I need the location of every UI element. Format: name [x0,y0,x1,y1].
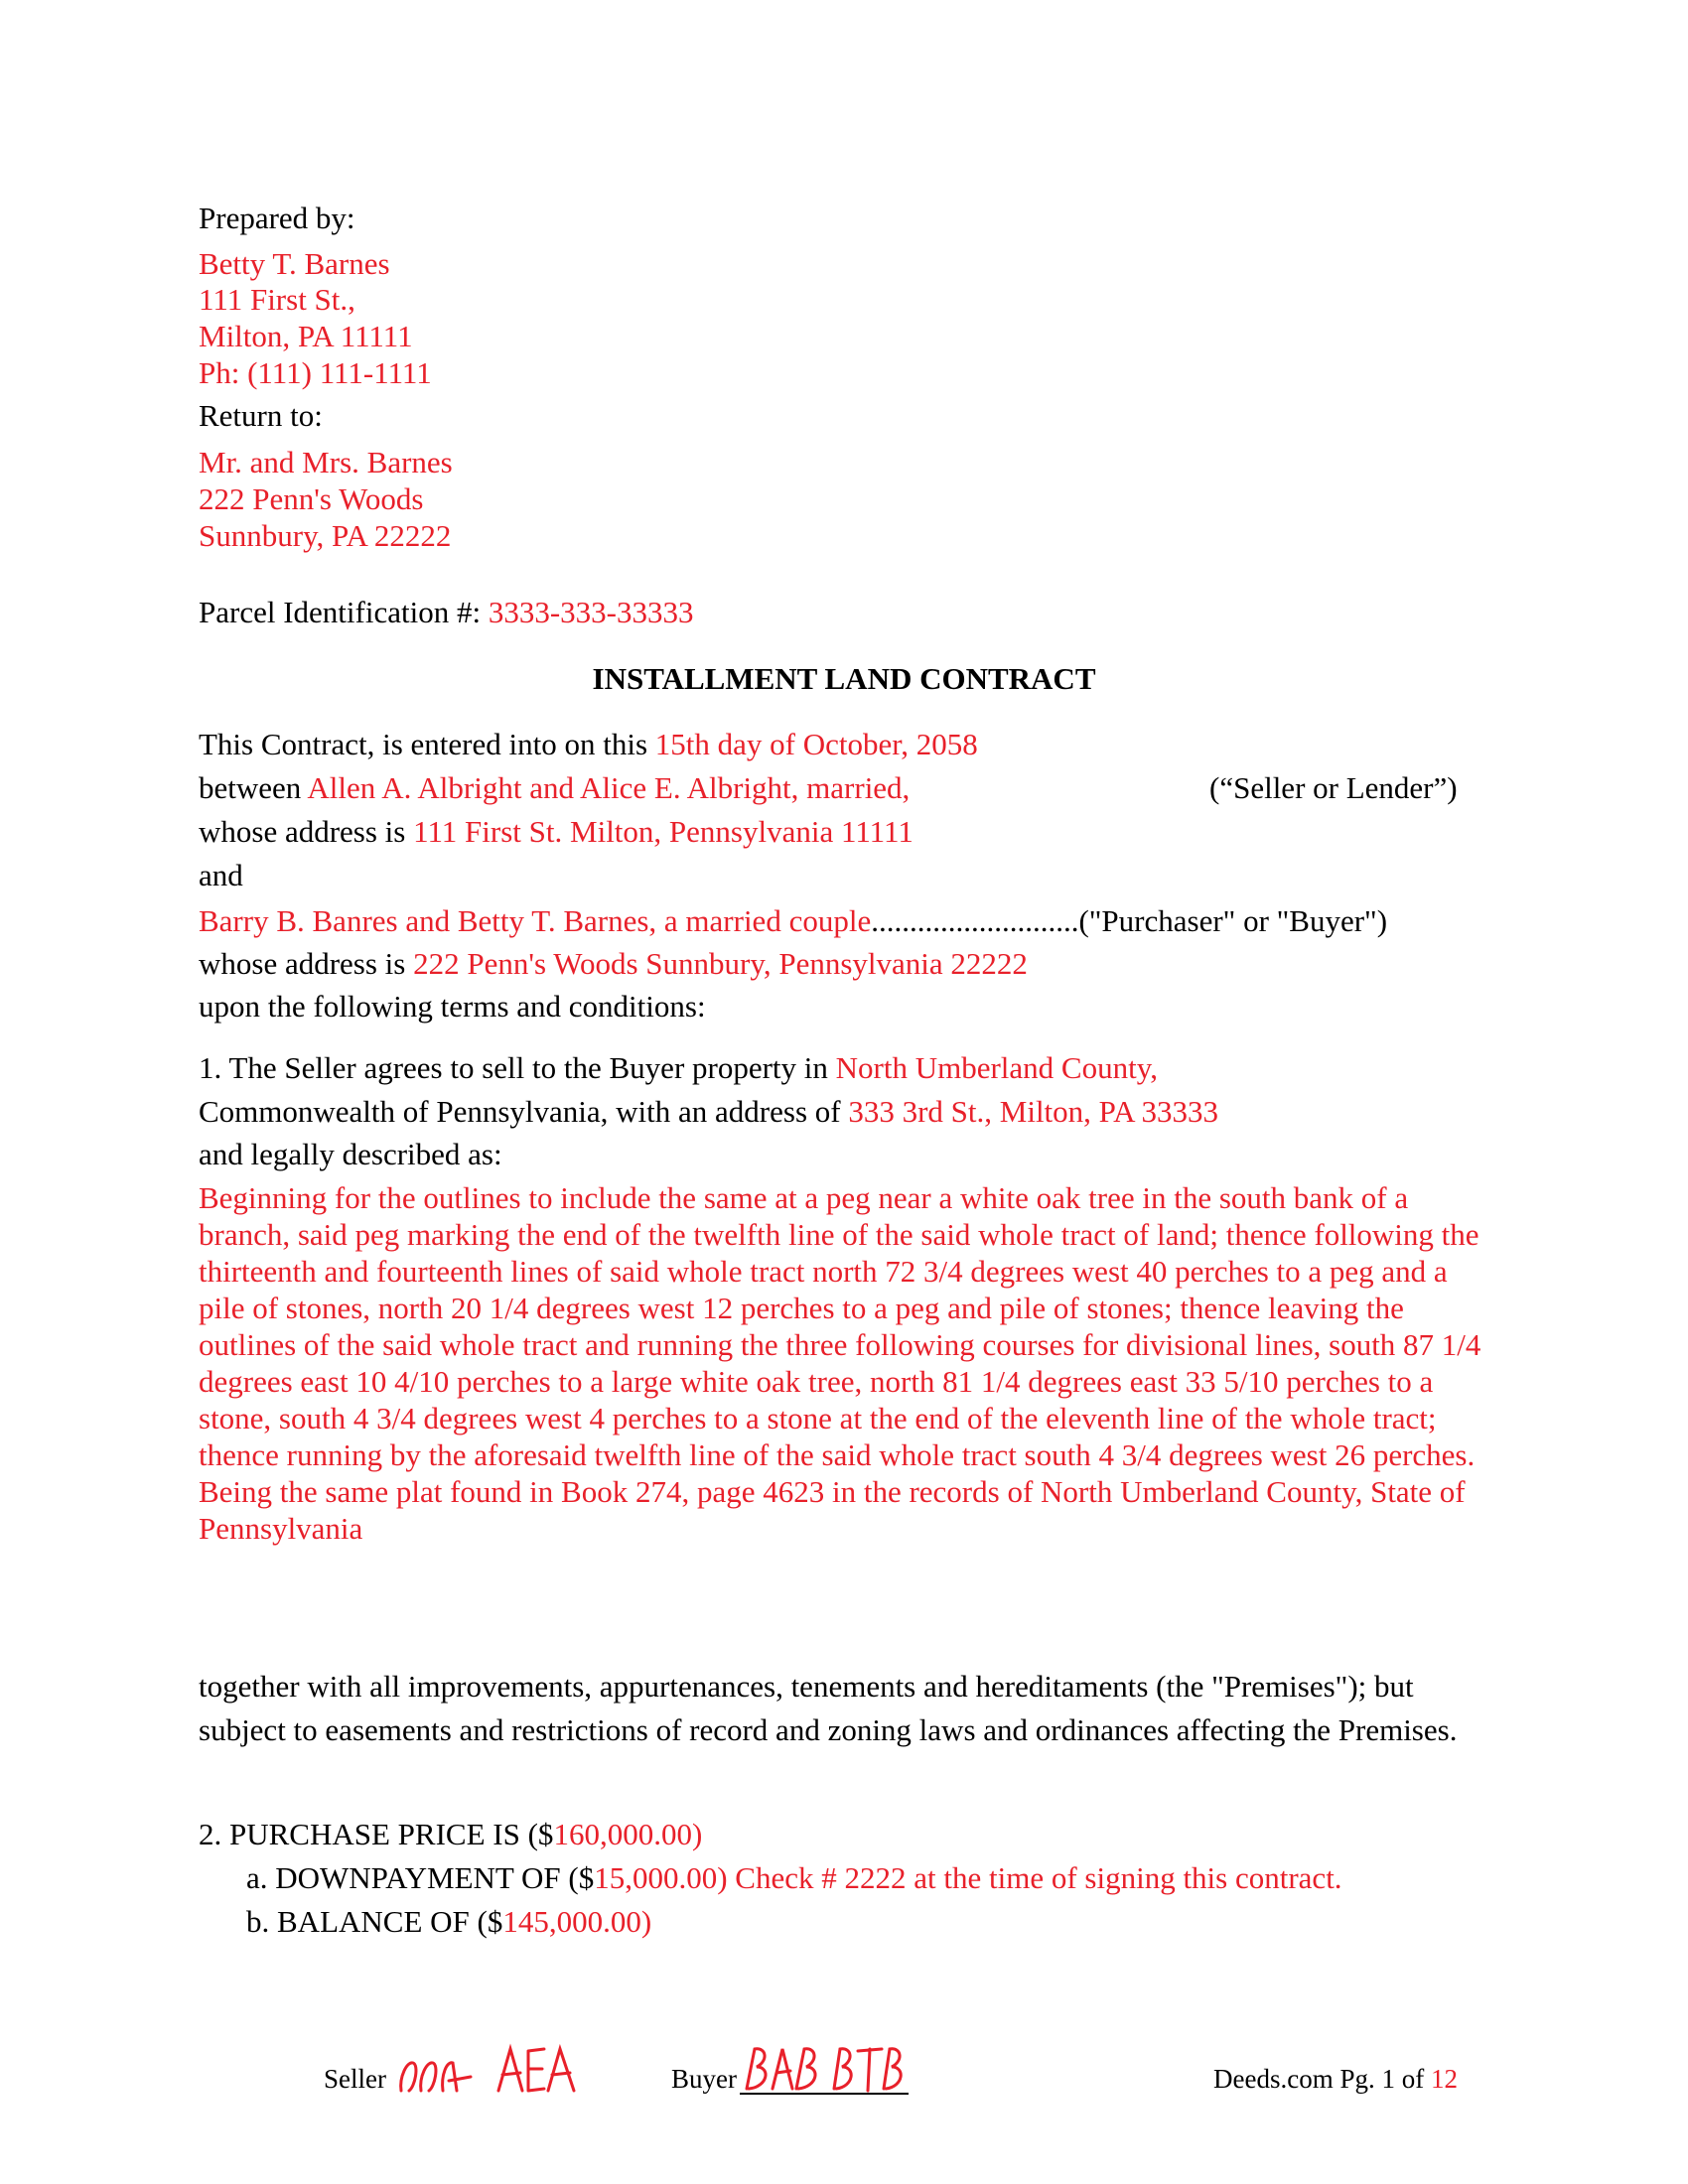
and-label: and [199,858,243,892]
balance-line [246,1904,651,1940]
section1-lead-line [199,1050,1158,1086]
property-address: 333 3rd St., Milton, PA 33333 [848,1094,1218,1129]
parcel-value: 3333-333-33333 [488,595,694,629]
buyer-address-label: whose address is [199,946,406,981]
buyer-role: ...........................("Purchaser" or "Buyer") [871,903,1388,938]
seller-names: Allen A. Albright and Alice E. Albright, married, [307,770,911,805]
return-name: Mr. and Mrs. Barnes [199,445,453,479]
between-label: between [199,770,302,805]
page-footer [1213,2063,1458,2095]
downpayment-label: a. DOWNPAYMENT OF ($ [246,1860,595,1895]
document-title: INSTALLMENT LAND CONTRACT [592,661,1096,696]
described-as-label: and legally described as: [199,1137,502,1171]
preparer-city: Milton, PA 11111 [199,319,413,353]
balance-label: b. BALANCE OF ($ [246,1904,503,1939]
seller-address: 111 First St. Milton, Pennsylvania 11111 [413,814,914,849]
preparer-name: Betty T. Barnes [199,246,390,281]
buyer-address-line [199,946,1028,982]
preparer-phone: Ph: (111) 111-1111 [199,355,432,390]
section1-lead: 1. The Seller agrees to sell to the Buyer property in [199,1050,828,1085]
return-to-label: Return to: [199,398,323,433]
seller-initials-1 [397,2047,477,2099]
buyer-footer-label: Buyer [671,2064,737,2094]
seller-line [199,770,910,806]
price-label: 2. PURCHASE PRICE IS ($ [199,1817,554,1851]
preparer-street: 111 First St., [199,282,355,317]
buyer-address: 222 Penn's Woods Sunnbury, Pennsylvania 22222 [413,946,1028,981]
parcel-label: Parcel Identification #: [199,595,482,629]
section1-address-line [199,1094,1218,1130]
seller-address-label: whose address is [199,814,406,849]
return-street: 222 Penn's Woods [199,481,424,516]
parcel-line [199,595,693,630]
legal-description: Beginning for the outlines to include the same at a peg near a white oak tree in the south bank of a branch, said peg marking the end of the twelfth line of the said whole tract of land; thence following the thirteenth and fourteenth lines of said whole tract north 72 3/4 degrees west 40 perches to a peg and a pile of stones, north 20 1/4 degrees west 12 perches to a peg and pile of stones; thence leaving the outlines of the said whole tract and running the three following courses for divisional lines, south 87 1/4 degrees east 10 4/10 perches to a large white oak tree, north 81 1/4 degrees east 33 5/10 perches to a stone, south 4 3/4 degrees west 4 perches to a stone at the end of the eleventh line of the whole tract; thence running by the aforesaid twelfth line of the said whole tract south 4 3/4 degrees west 26 perches. Being the same plat found in Book 274, page 4623 in the records of North Umberland County, State of Pennsylvania [199,1180,1481,1546]
terms-intro: upon the following terms and conditions: [199,989,706,1024]
prepared-by-label: Prepared by: [199,201,355,235]
contract-date: 15th day of October, 2058 [654,727,978,761]
footer-site: Deeds.com Pg. 1 of [1213,2064,1425,2094]
seller-address-line [199,814,914,850]
seller-role: (“Seller or Lender”) [1209,770,1458,805]
balance-value: 145,000.00) [502,1904,652,1939]
premises-paragraph: together with all improvements, appurtenances, tenements and hereditaments (the "Premises"); but subject to easements and restrictions of record and zoning laws and ordinances affecting the Premises. [199,1669,1458,1747]
downpayment-value: 15,000.00) Check # 2222 at the time of signing this contract. [594,1860,1342,1895]
property-county: North Umberland County, [835,1050,1158,1085]
buyer-initials-1 [743,2043,826,2097]
contract-intro: This Contract, is entered into on this [199,727,648,761]
section1-state-text: Commonwealth of Pennsylvania, with an address of [199,1094,841,1129]
contract-date-line [199,727,978,762]
buyer-names: Barry B. Banres and Betty T. Barnes, a married couple [199,903,872,938]
downpayment-line [246,1860,1342,1896]
footer-total-pages: 12 [1430,2064,1458,2094]
seller-footer-label: Seller [324,2064,386,2094]
return-city: Sunnbury, PA 22222 [199,518,452,553]
price-value: 160,000.00) [553,1817,703,1851]
purchase-price-line [199,1817,702,1852]
buyer-line [199,903,1387,939]
seller-initials-2 [494,2043,578,2099]
buyer-initials-2 [830,2043,910,2097]
